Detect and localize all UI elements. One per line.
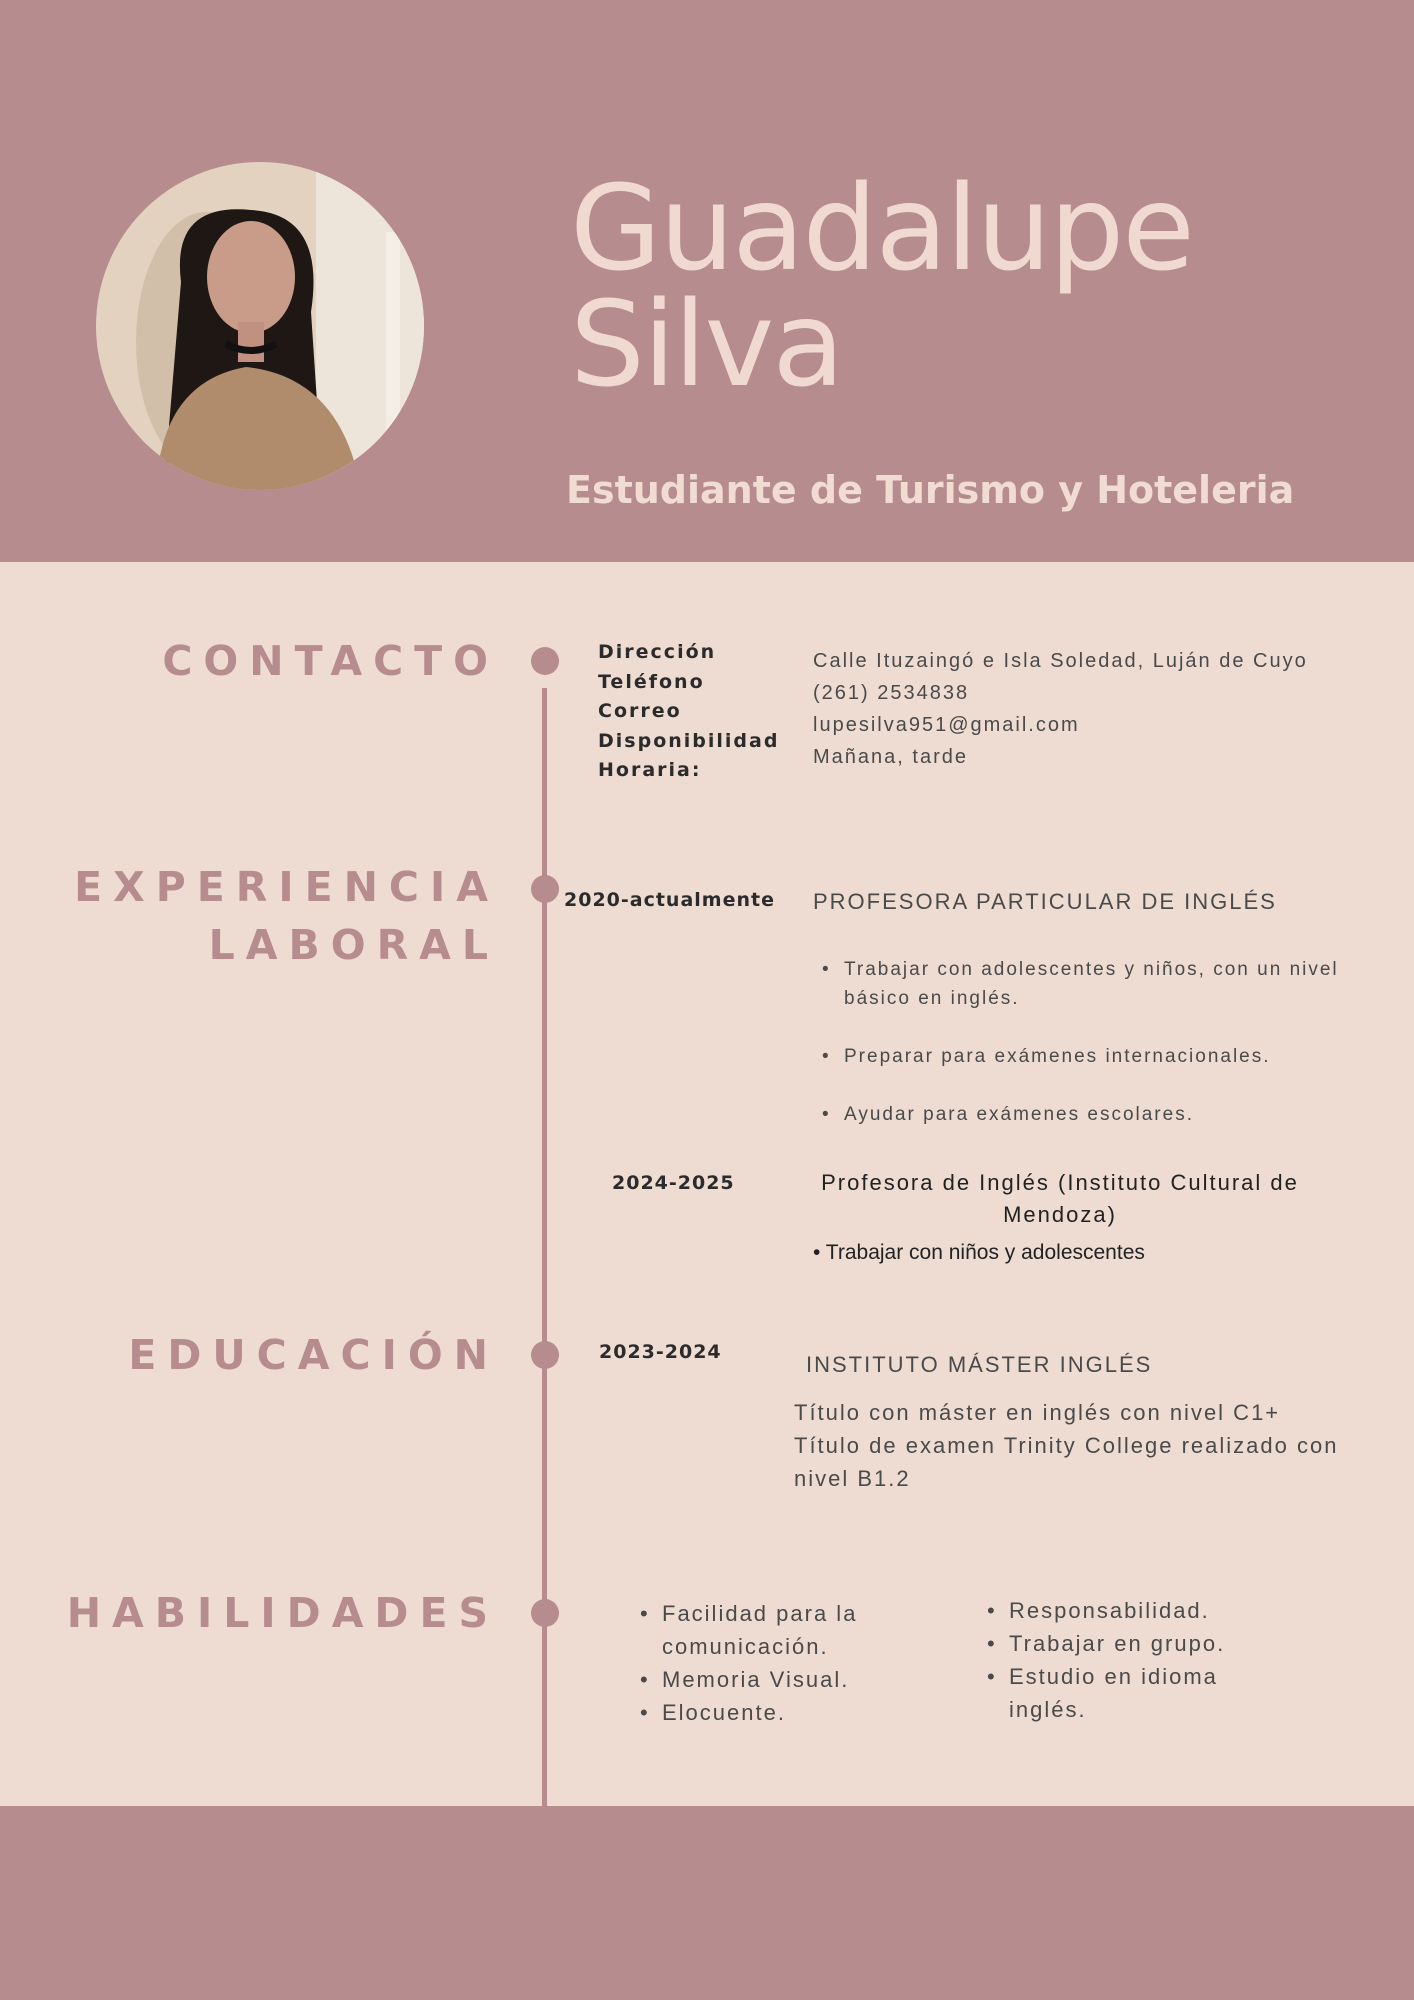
timeline-dot-experience [531,875,559,903]
section-title-contact: CONTACTO [162,637,499,685]
section-title-experience-line2: LABORAL [208,921,499,969]
skill-item: • Trabajar en grupo. [1009,1627,1299,1660]
portrait-image [96,162,424,490]
skill-item: • Estudio en idioma inglés. [1009,1660,1299,1726]
value-availability: Mañana, tarde [813,746,968,768]
education-line-2: Título de examen Trinity College realizado con nivel B1.2 [794,1433,1339,1491]
contact-labels [598,638,779,786]
job-subtitle: Estudiante de Turismo y Hoteleria [566,468,1295,512]
job-2-date: 2024-2025 [612,1172,735,1194]
timeline-dot-education [531,1341,559,1369]
label-phone: Teléfono [598,670,705,693]
value-phone: (261) 2534838 [813,682,970,704]
skill-item: • Facilidad para la comunicación. [662,1597,952,1663]
footer-band [0,1806,1414,2000]
label-schedule: Horaria: [598,759,702,781]
job-2-title: Profesora de Inglés (Instituto Cultural de Mendoza) [821,1170,1299,1227]
job-1-bullet-1: • Trabajar con adolescentes y niños, con un nivel básico en inglés. [844,955,1384,1013]
last-name: Silva [570,275,843,413]
job-1-date: 2020-actualmente [564,889,775,911]
education-date: 2023-2024 [599,1341,722,1363]
profile-photo [96,162,424,490]
education-line-1: Título con máster en inglés con nivel C1+ [794,1400,1281,1425]
section-title-experience [74,858,499,974]
timeline-line [542,688,547,1806]
value-address: Calle Ituzaingó e Isla Soledad, Luján de Cuyo [813,650,1308,672]
skill-item: • Elocuente. [662,1696,952,1729]
education-institution: INSTITUTO MÁSTER INGLÉS [806,1352,1153,1377]
skills-column-1 [636,1597,952,1729]
section-title-education: EDUCACIÓN [128,1331,499,1379]
skills-column-2 [983,1594,1299,1726]
job-1-bullet-2: • Preparar para exámenes internacionales. [844,1042,1384,1071]
candidate-name [570,159,1193,413]
education-details [794,1396,1384,1495]
label-availability: Disponibilidad [598,729,780,752]
job-2-bullet: • Trabajar con niños y adolescentes [813,1241,1145,1264]
job-1-bullets [814,955,1384,1129]
timeline-dot-contact [531,647,559,675]
section-title-experience-line1: EXPERIENCIA [74,863,499,911]
first-name: Guadalupe [570,159,1193,297]
skill-item: • Responsabilidad. [1009,1594,1299,1627]
value-email: lupesilva951@gmail.com [813,714,1080,736]
label-email: Correo [598,700,682,722]
section-title-skills: HABILIDADES [66,1589,499,1637]
timeline-dot-skills [531,1599,559,1627]
contact-values [813,645,1308,773]
label-address: Dirección [598,641,717,663]
job-1-bullet-3: • Ayudar para exámenes escolares. [844,1100,1384,1129]
job-1-title: PROFESORA PARTICULAR DE INGLÉS [813,889,1277,914]
skill-item: • Memoria Visual. [662,1663,952,1696]
